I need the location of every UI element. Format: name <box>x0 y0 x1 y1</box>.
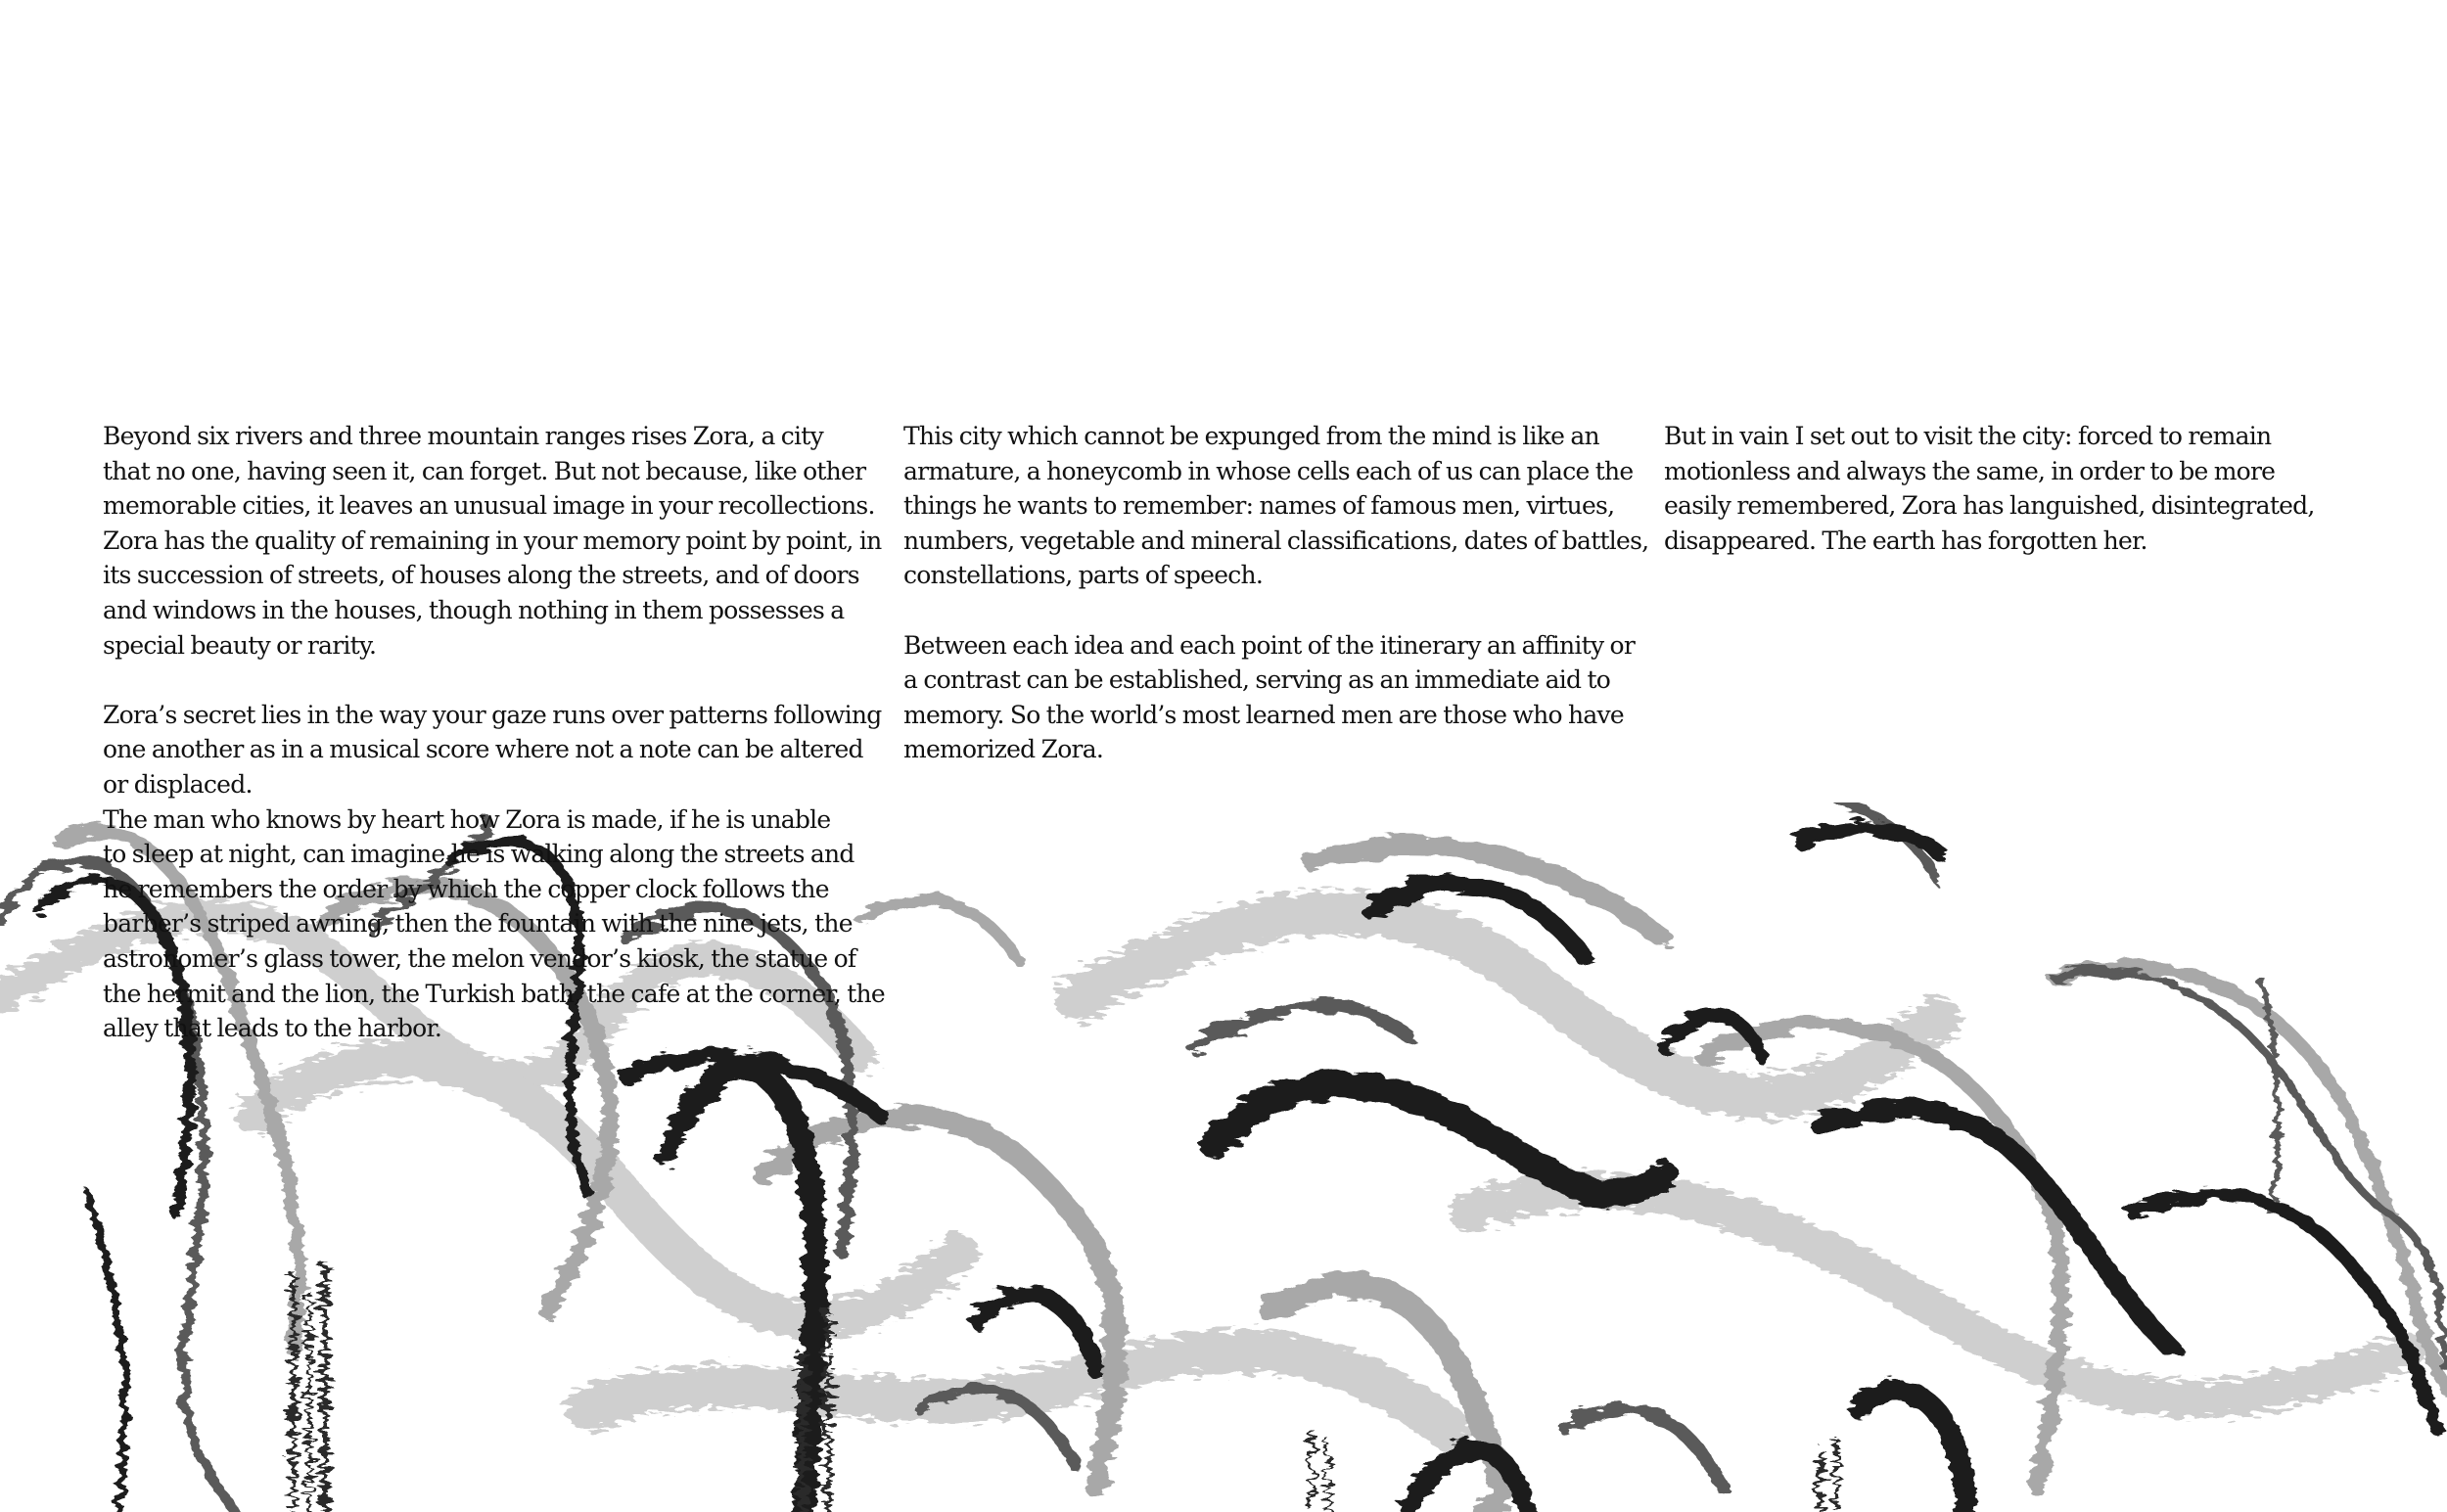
paragraph-2 <box>903 628 1647 767</box>
text-line: memorized Zora. <box>903 735 1104 764</box>
text-line: Beyond six rivers and three mountain ranges rises Zora, a city <box>103 422 823 450</box>
text-line: This city which cannot be expunged from the mind is like an <box>903 422 1599 450</box>
text-line: numbers, vegetable and mineral classifications, dates of battles, <box>903 526 1649 555</box>
text-line: and windows in the houses, though nothing in them possesses a <box>103 595 845 624</box>
text-line: armature, a honeycomb in whose cells each of us can place the <box>903 456 1634 485</box>
text-line: alley that leads to the harbor. <box>103 1014 442 1043</box>
text-line: barber’s striped awning, then the fountain with the nine jets, the <box>103 909 853 939</box>
text-line: its succession of streets, of houses along the streets, and of doors <box>103 561 859 590</box>
paragraph-1 <box>903 419 1647 593</box>
text-line: to sleep at night, can imagine he is walking along the streets and <box>103 840 854 869</box>
text-line: that no one, having seen it, can forget. But not because, like other <box>103 456 866 485</box>
text-line: astronomer’s glass tower, the melon vendor’s kiosk, the statue of <box>103 943 856 973</box>
text-line: things he wants to remember: names of famous men, virtues, <box>903 491 1615 521</box>
paragraph-1 <box>103 419 886 663</box>
text-line: Between each idea and each point of the itinerary an affinity or <box>903 630 1636 660</box>
text-line: memorable cities, it leaves an unusual image in your recollections. <box>103 491 875 521</box>
text-line: The man who knows by heart how Zora is made, if he is unable <box>103 804 831 834</box>
text-line: or displaced. <box>103 769 253 799</box>
text-column-2 <box>903 419 1647 767</box>
text-line: Zora has the quality of remaining in your memory point by point, in <box>103 526 882 555</box>
text-line: motionless and always the same, in order to be more <box>1664 456 2276 485</box>
text-line: special beauty or rarity. <box>103 630 377 660</box>
text-line: one another as in a musical score where not a note can be altered <box>103 735 863 764</box>
text-line: a contrast can be established, serving as an immediate aid to <box>903 665 1611 695</box>
text-line: memory. So the world’s most learned men are those who have <box>903 700 1624 729</box>
text-line: the hermit and the lion, the Turkish bath, the cafe at the corner, the <box>103 979 885 1008</box>
text-column-1 <box>103 419 886 1046</box>
paragraph-1 <box>1664 419 2408 558</box>
text-line: constellations, parts of speech. <box>903 561 1264 590</box>
text-line: he remembers the order by which the copper clock follows the <box>103 874 829 903</box>
text-line: Zora’s secret lies in the way your gaze runs over patterns following <box>103 700 882 729</box>
text-column-3 <box>1664 419 2408 558</box>
text-line: easily remembered, Zora has languished, disintegrated, <box>1664 491 2315 521</box>
text-line: disappeared. The earth has forgotten her. <box>1664 526 2147 555</box>
paragraph-3 <box>103 802 886 1046</box>
text-line: But in vain I set out to visit the city: forced to remain <box>1664 422 2272 450</box>
paragraph-2 <box>103 698 886 802</box>
